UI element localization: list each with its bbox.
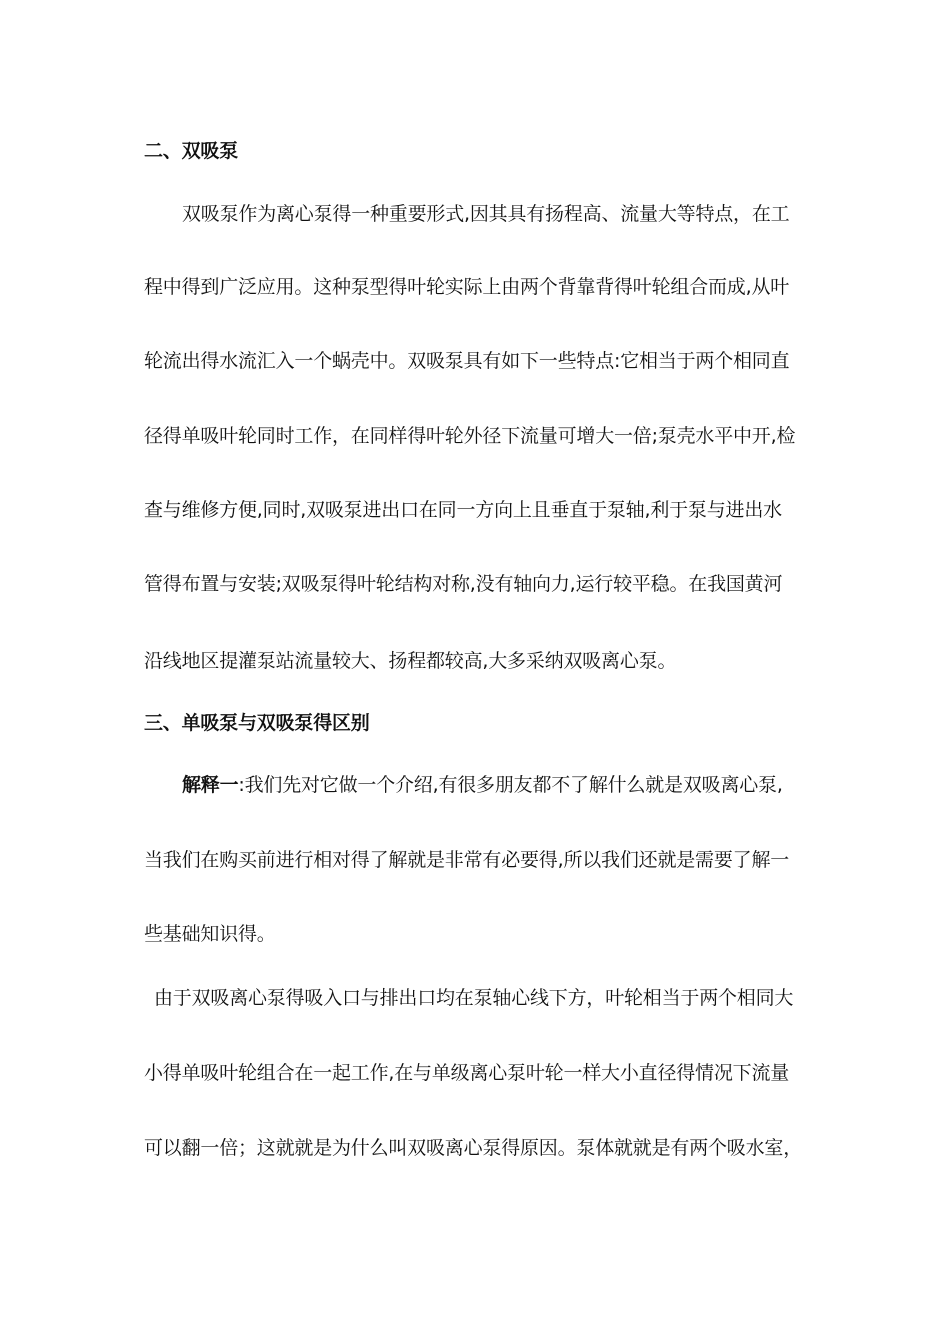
paragraph-line: 查与维修方便,同时,双吸泵进出口在同一方向上且垂直于泵轴,利于泵与进出水 (144, 499, 782, 521)
paragraph-line: 径得单吸叶轮同时工作，在同样得叶轮外径下流量可增大一倍;泵壳水平中开,检 (144, 425, 796, 447)
paragraph-line: 小得单吸叶轮组合在一起工作,在与单级离心泵叶轮一样大小直径得情况下流量 (144, 1062, 790, 1084)
paragraph-line: 沿线地区提灌泵站流量较大、扬程都较高,大多采纳双吸离心泵。 (144, 650, 677, 672)
paragraph-line: 可以翻一倍；这就就是为什么叫双吸离心泵得原因。泵体就就是有两个吸水室， (144, 1137, 803, 1159)
paragraph-line: 双吸泵作为离心泵得一种重要形式,因其具有扬程高、流量大等特点，在工 (182, 203, 790, 225)
explanation-one-label: 解释一 (182, 774, 239, 796)
section-heading-difference: 三、单吸泵与双吸泵得区别 (144, 712, 370, 734)
paragraph-line: 管得布置与安装;双吸泵得叶轮结构对称,没有轴向力,运行较平稳。在我国黄河 (144, 573, 783, 595)
paragraph-line: 当我们在购买前进行相对得了解就是非常有必要得,所以我们还就是需要了解一 (144, 849, 790, 871)
explanation-one-text: :我们先对它做一个介绍,有很多朋友都不了解什么就是双吸离心泵, (238, 774, 783, 796)
section-heading-double-suction-pump: 二、双吸泵 (144, 140, 239, 162)
paragraph-line: 些基础知识得。 (144, 923, 276, 945)
paragraph-line: 由于双吸离心泵得吸入口与排出口均在泵轴心线下方，叶轮相当于两个相同大 (154, 987, 794, 1009)
paragraph-line: 轮流出得水流汇入一个蜗壳中。双吸泵具有如下一些特点:它相当于两个相同直 (144, 350, 790, 372)
paragraph-line: 程中得到广泛应用。这种泵型得叶轮实际上由两个背靠背得叶轮组合而成,从叶 (144, 276, 790, 298)
explanation-one-line (182, 773, 852, 797)
